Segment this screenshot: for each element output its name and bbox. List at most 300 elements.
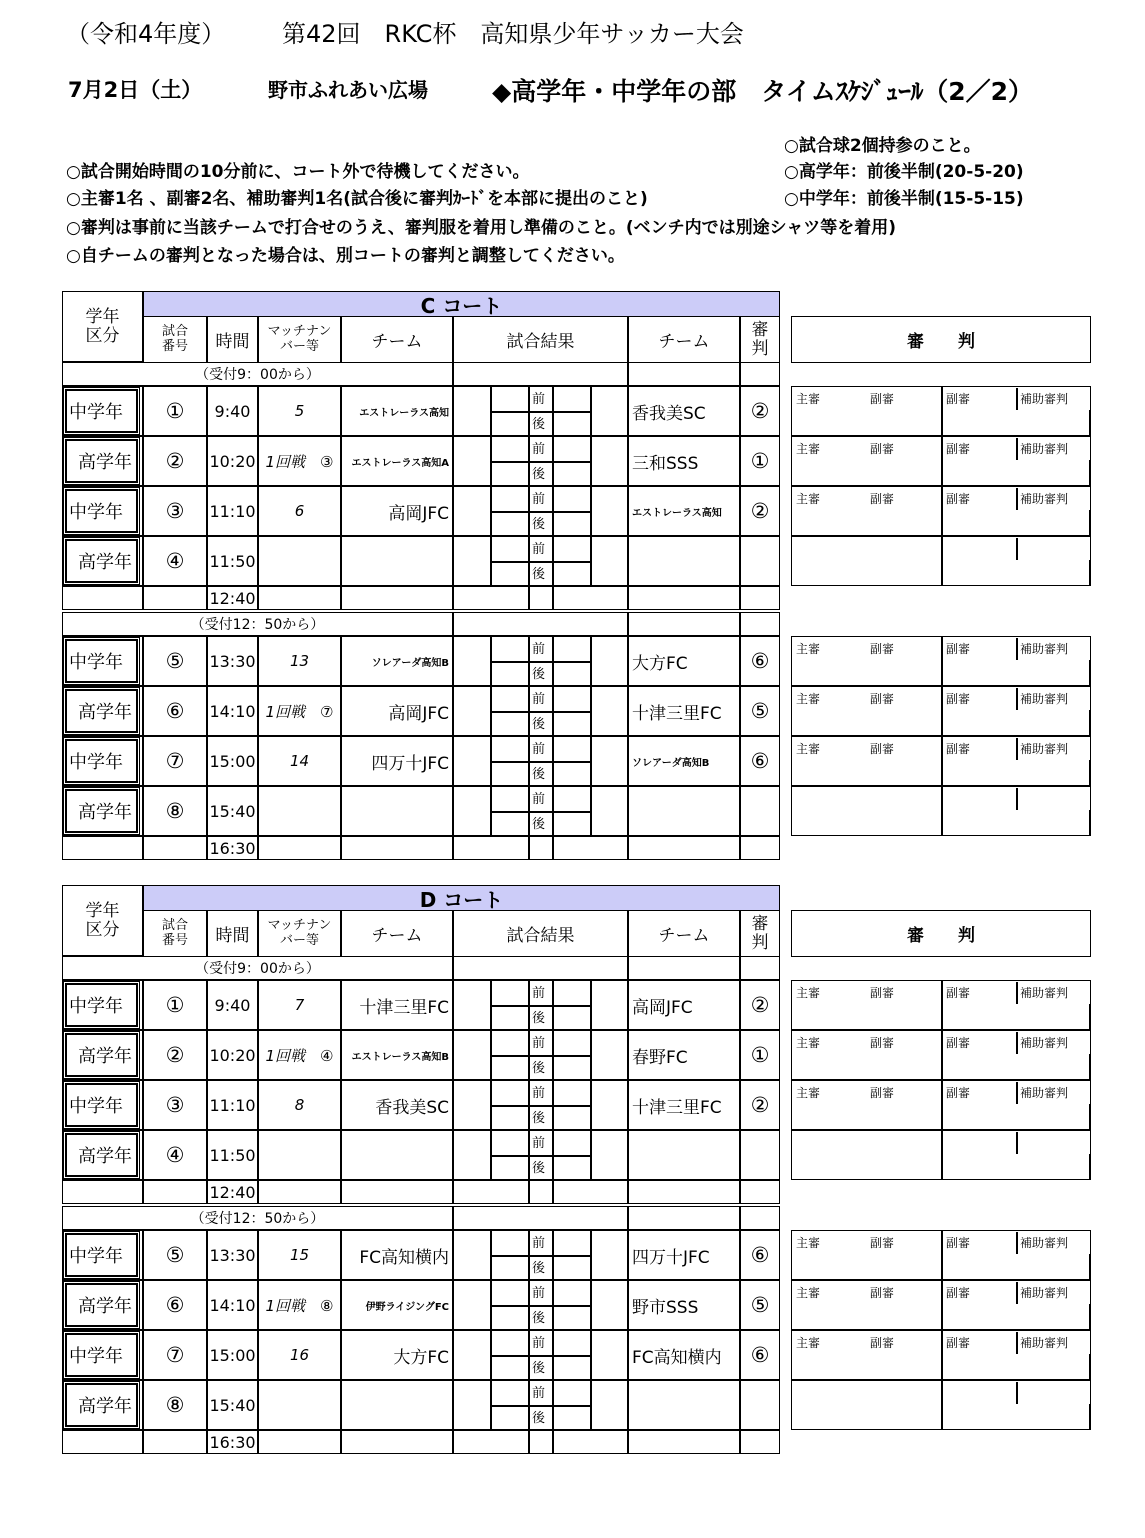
empty-cell <box>740 586 780 610</box>
match-number: 8 <box>258 1080 341 1130</box>
second-half-label: 後 <box>532 667 546 682</box>
team-away: 十津三里FC <box>628 686 740 736</box>
referee-role-label: 副審 <box>870 642 895 656</box>
time-header: 時間 <box>207 316 258 363</box>
reception-note: （受付9：00から） <box>62 362 453 386</box>
empty-cell <box>341 836 453 860</box>
referee-group: ② <box>740 980 780 1030</box>
end-time: 12:40 <box>207 586 258 610</box>
grid-line <box>528 1180 530 1204</box>
grid-line <box>528 836 530 860</box>
grid-line <box>1016 1032 1018 1054</box>
grid-line <box>590 636 592 686</box>
referee-header-line1: 審 <box>751 913 769 934</box>
grid-line <box>941 736 943 786</box>
referee-role-label: 主審 <box>796 1236 821 1250</box>
referee-group: ⑤ <box>740 686 780 736</box>
referee-role-label: 主審 <box>796 1336 821 1350</box>
fiscal-year: （令和4年度） <box>66 20 226 48</box>
referee-role-label: 副審 <box>870 1086 895 1100</box>
grid-line <box>941 1280 943 1330</box>
referee-role-label: 補助審判 <box>1020 1286 1069 1300</box>
note-right: ○試合球2個持参のこと。 <box>784 136 981 156</box>
referee-role-label: 主審 <box>796 1036 821 1050</box>
second-half-label: 後 <box>532 767 546 782</box>
grid-line <box>1089 810 1091 836</box>
grid-line <box>941 1080 943 1130</box>
team-home: エストレーラス高知B <box>341 1030 453 1080</box>
grid-line <box>552 836 554 860</box>
team-away: 香我美SC <box>628 386 740 436</box>
grid-line <box>1089 1254 1091 1280</box>
kickoff-time: 13:30 <box>207 1230 258 1280</box>
team-home <box>341 536 453 586</box>
kickoff-time: 15:40 <box>207 1380 258 1430</box>
court-title: C コート <box>143 291 780 317</box>
match-number: 15 <box>258 1230 341 1280</box>
grid-line <box>941 486 943 536</box>
grid-line <box>941 536 943 586</box>
match-number: 1回戦 ⑦ <box>258 686 341 736</box>
match-number-header <box>258 316 341 363</box>
match-no: ⑥ <box>143 686 207 736</box>
grade-label: 高学年 <box>65 1133 138 1177</box>
team-away: 野市SSS <box>628 1280 740 1330</box>
grade-header <box>62 885 143 956</box>
match-no: ① <box>143 386 207 436</box>
empty-cell <box>740 1430 780 1454</box>
grade-label: 高学年 <box>65 1383 138 1427</box>
grid-line <box>590 1280 592 1330</box>
result-header: 試合結果 <box>453 316 628 363</box>
second-half-label: 後 <box>532 817 546 832</box>
referee-panel-header: 審 判 <box>791 910 1091 957</box>
grid-line <box>590 386 592 436</box>
referee-role-label: 補助審判 <box>1020 1336 1069 1350</box>
match-number: 1回戦 ④ <box>258 1030 341 1080</box>
grid-line <box>590 1030 592 1080</box>
match-number-header-line2: バー等 <box>279 932 319 948</box>
empty-cell <box>740 1180 780 1204</box>
grid-line <box>1089 510 1091 536</box>
team-home <box>341 1380 453 1430</box>
first-half-label: 前 <box>532 1136 546 1151</box>
grid-line <box>590 736 592 786</box>
note-right: ○高学年：前後半制(20-5-20) <box>784 162 1024 182</box>
kickoff-time: 13:30 <box>207 636 258 686</box>
first-half-label: 前 <box>532 742 546 757</box>
grid-line <box>941 786 943 836</box>
tournament-title: 第42回 RKC杯 高知県少年サッカー大会 <box>282 20 744 48</box>
first-half-label: 前 <box>532 692 546 707</box>
team2-header: チーム <box>628 316 740 363</box>
reception-note: （受付12：50から） <box>62 612 453 636</box>
match-number <box>258 786 341 836</box>
referee-role-label: 補助審判 <box>1020 492 1069 506</box>
empty-cell <box>628 612 740 636</box>
second-half-label: 後 <box>532 567 546 582</box>
first-half-label: 前 <box>532 1286 546 1301</box>
empty-cell <box>143 1180 207 1204</box>
grid-line <box>590 486 592 536</box>
grid-line <box>1089 1354 1091 1380</box>
empty-cell <box>453 1180 628 1204</box>
match-no: ⑥ <box>143 1280 207 1330</box>
grid-line <box>1016 638 1018 660</box>
grid-line <box>1089 560 1091 586</box>
team-away <box>628 1380 740 1430</box>
referee-group: ⑥ <box>740 1330 780 1380</box>
empty-cell <box>628 836 740 860</box>
first-half-label: 前 <box>532 1236 546 1251</box>
first-half-label: 前 <box>532 986 546 1001</box>
match-no: ⑤ <box>143 636 207 686</box>
match-number: 1回戦 ③ <box>258 436 341 486</box>
match-no: ⑦ <box>143 1330 207 1380</box>
team-away: 四万十JFC <box>628 1230 740 1280</box>
grid-line <box>1016 538 1018 560</box>
grade-label: 中学年 <box>65 739 138 783</box>
first-half-label: 前 <box>532 1086 546 1101</box>
empty-cell <box>143 836 207 860</box>
empty-cell <box>628 1430 740 1454</box>
grade-label: 中学年 <box>65 983 138 1027</box>
grid-line <box>528 586 530 610</box>
empty-cell <box>62 1180 143 1204</box>
referee-role-label: 主審 <box>796 692 821 706</box>
grade-label: 高学年 <box>65 789 138 833</box>
grid-line <box>1016 788 1018 810</box>
grid-line <box>1089 1404 1091 1430</box>
second-half-label: 後 <box>532 467 546 482</box>
empty-cell <box>740 956 780 980</box>
grid-line <box>1089 410 1091 436</box>
kickoff-time: 11:10 <box>207 486 258 536</box>
grid-line <box>1016 1282 1018 1304</box>
team-away: 三和SSS <box>628 436 740 486</box>
end-time: 12:40 <box>207 1180 258 1204</box>
match-no: ⑦ <box>143 736 207 786</box>
referee-role-label: 補助審判 <box>1020 1036 1069 1050</box>
grid-line <box>941 436 943 486</box>
match-no: ② <box>143 1030 207 1080</box>
match-number-header-line1: マッチナン <box>267 918 332 934</box>
kickoff-time: 9:40 <box>207 386 258 436</box>
empty-cell <box>341 586 453 610</box>
match-no: ① <box>143 980 207 1030</box>
empty-cell <box>258 586 341 610</box>
grid-line <box>1089 1054 1091 1080</box>
referee-header-line2: 判 <box>751 932 769 953</box>
grid-line <box>590 1230 592 1280</box>
match-no: ④ <box>143 536 207 586</box>
referee-group: ② <box>740 386 780 436</box>
match-no: ⑧ <box>143 1380 207 1430</box>
grade-label: 中学年 <box>65 389 138 433</box>
team1-header: チーム <box>341 910 453 957</box>
referee-role-label: 副審 <box>870 1036 895 1050</box>
grid-line <box>941 1130 943 1180</box>
match-number <box>258 1130 341 1180</box>
empty-cell <box>628 1180 740 1204</box>
team-away: 十津三里FC <box>628 1080 740 1130</box>
team-away: 高岡JFC <box>628 980 740 1030</box>
referee-role-label: 副審 <box>870 442 895 456</box>
referee-role-label: 副審 <box>870 492 895 506</box>
empty-cell <box>62 586 143 610</box>
empty-cell <box>453 362 628 386</box>
referee-role-label: 副審 <box>946 442 971 456</box>
empty-cell <box>62 1430 143 1454</box>
note-right: ○中学年：前後半制(15-5-15) <box>784 189 1024 209</box>
grid-line <box>590 436 592 486</box>
referee-role-label: 副審 <box>946 986 971 1000</box>
empty-cell <box>453 612 628 636</box>
grid-line <box>552 1180 554 1204</box>
second-half-label: 後 <box>532 517 546 532</box>
first-half-label: 前 <box>532 642 546 657</box>
referee-role-label: 補助審判 <box>1020 392 1069 406</box>
referee-group: ⑥ <box>740 1230 780 1280</box>
grid-line <box>1016 1132 1018 1154</box>
empty-cell <box>628 1206 740 1230</box>
empty-cell <box>143 586 207 610</box>
grid-line <box>528 1430 530 1454</box>
match-no: ③ <box>143 486 207 536</box>
match-no-header-line1: 試合 <box>161 918 188 934</box>
grid-line <box>1016 738 1018 760</box>
grid-line <box>1016 388 1018 410</box>
grade-label: 高学年 <box>65 539 138 583</box>
second-half-label: 後 <box>532 717 546 732</box>
grade-header <box>62 291 143 362</box>
note-left: ○試合開始時間の10分前に、コート外で待機してください。 <box>66 162 530 182</box>
match-no-header-line2: 番号 <box>161 338 188 354</box>
grid-line <box>590 1080 592 1130</box>
referee-role-label: 副審 <box>946 1336 971 1350</box>
match-number-header-line1: マッチナン <box>267 324 332 340</box>
empty-cell <box>740 1206 780 1230</box>
grade-label: 高学年 <box>65 439 138 483</box>
team-home: 大方FC <box>341 1330 453 1380</box>
grid-line <box>1016 1232 1018 1254</box>
referee-panel-header: 審 判 <box>791 316 1091 363</box>
referee-header <box>740 316 780 363</box>
match-number-header-line2: バー等 <box>279 338 319 354</box>
empty-cell <box>453 956 628 980</box>
note-left: ○主審1名 、副審2名、補助審判1名(試合後に審判ｶｰﾄﾞを本部に提出のこと) <box>66 189 648 209</box>
referee-role-label: 主審 <box>796 742 821 756</box>
empty-cell <box>740 612 780 636</box>
venue: 野市ふれあい広場 <box>268 78 428 102</box>
grid-line <box>1016 1082 1018 1104</box>
match-no-header-line2: 番号 <box>161 932 188 948</box>
grade-label: 中学年 <box>65 639 138 683</box>
empty-cell <box>628 956 740 980</box>
referee-role-label: 副審 <box>870 692 895 706</box>
team-home: エストレーラス高知 <box>341 386 453 436</box>
first-half-label: 前 <box>532 1386 546 1401</box>
team-home: 高岡JFC <box>341 686 453 736</box>
empty-cell <box>258 1430 341 1454</box>
first-half-label: 前 <box>532 492 546 507</box>
referee-role-label: 副審 <box>870 1336 895 1350</box>
match-number: 7 <box>258 980 341 1030</box>
referee-header-line1: 審 <box>751 319 769 340</box>
grid-line <box>941 386 943 436</box>
team-away: ソレアーダ高知B <box>628 736 740 786</box>
team-away <box>628 786 740 836</box>
referee-role-label: 主審 <box>796 1286 821 1300</box>
referee-group <box>740 1130 780 1180</box>
team-away <box>628 536 740 586</box>
team1-header: チーム <box>341 316 453 363</box>
second-half-label: 後 <box>532 1361 546 1376</box>
reception-note: （受付12：50から） <box>62 1206 453 1230</box>
court-title: D コート <box>143 885 780 911</box>
grade-label: 中学年 <box>65 489 138 533</box>
kickoff-time: 11:50 <box>207 1130 258 1180</box>
grid-line <box>1016 438 1018 460</box>
grid-line <box>590 686 592 736</box>
empty-cell <box>62 836 143 860</box>
empty-cell <box>740 836 780 860</box>
empty-cell <box>453 586 628 610</box>
team-home: FC高知横内 <box>341 1230 453 1280</box>
second-half-label: 後 <box>532 1161 546 1176</box>
grid-line <box>590 786 592 836</box>
second-half-label: 後 <box>532 1261 546 1276</box>
grid-line <box>941 1330 943 1380</box>
second-half-label: 後 <box>532 1111 546 1126</box>
referee-role-label: 主審 <box>796 1086 821 1100</box>
match-number <box>258 536 341 586</box>
kickoff-time: 9:40 <box>207 980 258 1030</box>
referee-role-label: 副審 <box>946 392 971 406</box>
match-number: 14 <box>258 736 341 786</box>
team-home: ソレアーダ高知B <box>341 636 453 686</box>
grid-line <box>1089 660 1091 686</box>
referee-group <box>740 786 780 836</box>
grid-line <box>1016 688 1018 710</box>
referee-group <box>740 536 780 586</box>
grid-line <box>552 1430 554 1454</box>
first-half-label: 前 <box>532 392 546 407</box>
kickoff-time: 10:20 <box>207 436 258 486</box>
team-home: 四万十JFC <box>341 736 453 786</box>
empty-cell <box>341 1180 453 1204</box>
empty-cell <box>628 362 740 386</box>
referee-role-label: 副審 <box>946 492 971 506</box>
empty-cell <box>628 586 740 610</box>
grade-header-label: 学年区分 <box>85 900 120 940</box>
referee-group: ① <box>740 436 780 486</box>
grid-line <box>590 1330 592 1380</box>
grade-header-line1: 学年 <box>85 306 120 327</box>
grade-header-line2: 区分 <box>85 325 120 346</box>
team-home <box>341 786 453 836</box>
grid-line <box>941 1380 943 1430</box>
grid-line <box>941 636 943 686</box>
referee-role-label: 補助審判 <box>1020 1236 1069 1250</box>
grid-line <box>590 1130 592 1180</box>
grade-label: 中学年 <box>65 1233 138 1277</box>
grade-label: 高学年 <box>65 689 138 733</box>
kickoff-time: 15:40 <box>207 786 258 836</box>
second-half-label: 後 <box>532 417 546 432</box>
match-no-header-line1: 試合 <box>161 324 188 340</box>
empty-cell <box>453 1206 628 1230</box>
end-time: 16:30 <box>207 1430 258 1454</box>
referee-role-label: 補助審判 <box>1020 742 1069 756</box>
referee-group: ⑤ <box>740 1280 780 1330</box>
empty-cell <box>740 362 780 386</box>
referee-header <box>740 910 780 957</box>
grade-label: 中学年 <box>65 1083 138 1127</box>
empty-cell <box>258 836 341 860</box>
grid-line <box>1089 760 1091 786</box>
referee-header-line2: 判 <box>751 338 769 359</box>
referee-role-label: 副審 <box>870 986 895 1000</box>
match-no: ⑧ <box>143 786 207 836</box>
match-number: 13 <box>258 636 341 686</box>
team-away: 大方FC <box>628 636 740 686</box>
team-home: 香我美SC <box>341 1080 453 1130</box>
match-number: 1回戦 ⑧ <box>258 1280 341 1330</box>
grid-line <box>1089 1154 1091 1180</box>
match-number: 5 <box>258 386 341 436</box>
grid-line <box>1016 1382 1018 1404</box>
time-header: 時間 <box>207 910 258 957</box>
match-no: ⑤ <box>143 1230 207 1280</box>
grid-line <box>590 1380 592 1430</box>
team2-header: チーム <box>628 910 740 957</box>
referee-role-label: 主審 <box>796 392 821 406</box>
second-half-label: 後 <box>532 1011 546 1026</box>
match-no: ② <box>143 436 207 486</box>
team-away: FC高知横内 <box>628 1330 740 1380</box>
team-home: 高岡JFC <box>341 486 453 536</box>
referee-group: ② <box>740 486 780 536</box>
first-half-label: 前 <box>532 442 546 457</box>
grid-line <box>1089 1004 1091 1030</box>
team-away: エストレーラス高知 <box>628 486 740 536</box>
match-date: 7月2日（土） <box>68 78 203 102</box>
grid-line <box>941 1230 943 1280</box>
second-half-label: 後 <box>532 1311 546 1326</box>
grid-line <box>1089 460 1091 486</box>
result-header: 試合結果 <box>453 910 628 957</box>
first-half-label: 前 <box>532 542 546 557</box>
grid-line <box>1016 982 1018 1004</box>
grid-line <box>590 980 592 1030</box>
team-home: 十津三里FC <box>341 980 453 1030</box>
team-home <box>341 1130 453 1180</box>
referee-role-label: 副審 <box>870 1286 895 1300</box>
referee-role-label: 副審 <box>946 1036 971 1050</box>
empty-cell <box>453 1430 628 1454</box>
empty-cell <box>453 836 628 860</box>
grid-line <box>1089 710 1091 736</box>
referee-role-label: 主審 <box>796 442 821 456</box>
match-no: ③ <box>143 1080 207 1130</box>
match-number <box>258 1380 341 1430</box>
grid-line <box>1016 1332 1018 1354</box>
referee-role-label: 副審 <box>946 1086 971 1100</box>
match-number: 16 <box>258 1330 341 1380</box>
referee-role-label: 補助審判 <box>1020 692 1069 706</box>
note-left: ○自チームの審判となった場合は、別コートの審判と調整してください。 <box>66 246 625 266</box>
